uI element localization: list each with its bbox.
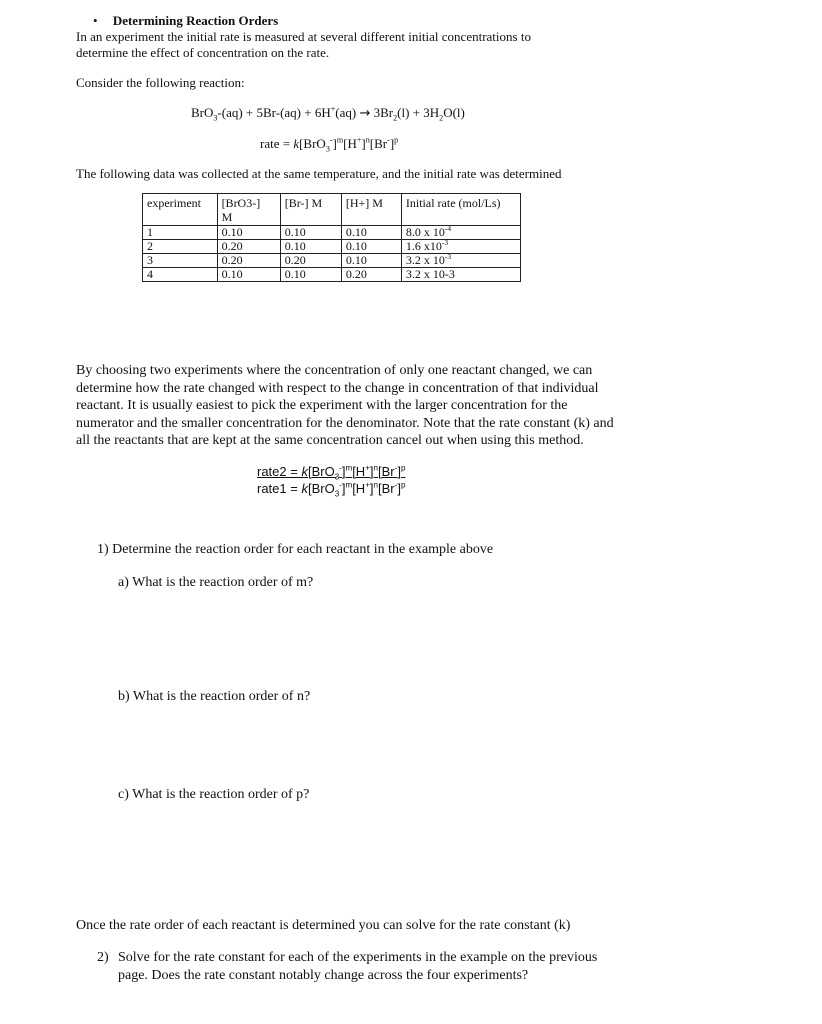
question-2	[118, 949, 597, 984]
data-intro: The following data was collected at the same temperature, and the initial rate was determined	[76, 166, 562, 181]
method-paragraph	[76, 362, 614, 450]
table-row	[143, 254, 521, 268]
superscript: -	[387, 135, 390, 145]
question-2-number: 2)	[97, 950, 109, 965]
method-line: determine how the rate changed with respect to the change in concentration of that individual	[76, 380, 599, 396]
data-table	[142, 193, 521, 282]
question-1a: a) What is the reaction order of m?	[118, 575, 314, 590]
table-row	[143, 268, 521, 282]
question-2-line: page. Does the rate constant notably change across the four experiments?	[118, 967, 529, 983]
reactant-bromate: BrO	[191, 105, 214, 120]
rate-constant: k	[293, 136, 300, 151]
rate-law-term: [H	[343, 136, 357, 151]
rate-law-term: ]	[332, 136, 337, 151]
cell-experiment: 3	[143, 254, 218, 268]
cell-bromate: 0.20	[217, 254, 280, 268]
ratio-denominator: rate1 = $k[BrO_3^-]^m[H^+]^n[Br^-]^p$	[257, 480, 406, 499]
order-p: p	[394, 135, 399, 145]
table-row	[143, 240, 521, 254]
cell-hydrogen: 0.20	[341, 268, 401, 282]
order-m: m	[336, 135, 344, 145]
table-header-row	[143, 194, 521, 226]
cell-rate: 1.6 $x10^{-3}$	[401, 240, 520, 254]
question-1c: c) What is the reaction order of p?	[118, 787, 310, 802]
cell-bromide: 0.10	[280, 240, 341, 254]
product-bromine: 3Br	[370, 105, 394, 120]
reaction-text: (l) + 3H	[397, 105, 440, 120]
subscript: 2	[439, 113, 444, 123]
question-2-line: Solve for the rate constant for each of the experiments in the example on the previous	[118, 950, 598, 965]
reaction-text: (aq)	[335, 105, 360, 120]
cell-bromate: 0.20	[217, 240, 280, 254]
question-1: 1) Determine the reaction order for each reactant in the example above	[97, 542, 494, 557]
product-water: O(l)	[443, 105, 465, 120]
method-line: By choosing two experiments where the concentration of only one reactant changed, we can	[76, 363, 593, 378]
reaction-arrow-icon: →	[359, 106, 371, 121]
header-hydrogen: [H+] M	[341, 194, 401, 226]
rate-law-term: [Br	[369, 136, 388, 151]
superscript: +	[356, 135, 362, 145]
rate-law-prefix: rate =	[260, 136, 294, 151]
consider-text: Consider the following reaction:	[76, 75, 245, 90]
reaction-text: -(aq) + 5Br-(aq) + 6H	[217, 105, 331, 120]
superscript: -	[329, 135, 333, 145]
cell-bromide: 0.20	[280, 254, 341, 268]
header-experiment: experiment	[143, 194, 218, 226]
superscript: +	[330, 104, 336, 114]
section-title: Determining Reaction Orders	[112, 13, 279, 28]
question-1b: b) What is the reaction order of n?	[118, 689, 311, 704]
header-initial-rate: Initial rate (mol/Ls)	[401, 194, 520, 226]
bullet: •	[93, 13, 98, 28]
cell-experiment: 2	[143, 240, 218, 254]
cell-bromide: 0.10	[280, 268, 341, 282]
section-heading	[93, 13, 278, 29]
cell-experiment: 1	[143, 226, 218, 240]
cell-experiment: 4	[143, 268, 218, 282]
cell-bromate: 0.10	[217, 226, 280, 240]
header-bromate: [BrO3-] M	[217, 194, 280, 226]
method-line: numerator and the smaller concentration for the denominator. Note that the rate constant (k) and	[76, 415, 614, 431]
header-bromide: [Br-] M	[280, 194, 341, 226]
method-line: all the reactants that are kept at the same concentration cancel out when using this method.	[76, 433, 584, 448]
cell-rate: 3.2 x 10-3	[401, 268, 520, 282]
rate-law-term: [BrO	[299, 136, 326, 151]
table-row	[143, 226, 521, 240]
rate-law	[260, 136, 398, 152]
rate-constant-intro: Once the rate order of each reactant is determined you can solve for the rate constant (k)	[76, 918, 571, 933]
cell-bromide: 0.10	[280, 226, 341, 240]
cell-hydrogen: 0.10	[341, 240, 401, 254]
cell-rate: 3.2 x $10^{-3}$	[401, 254, 520, 268]
subscript: 3	[213, 113, 218, 123]
cell-rate: 8.0 x $10^{-4}$	[401, 226, 520, 240]
intro-line: In an experiment the initial rate is measured at several different initial concentrations to	[76, 29, 531, 44]
intro-paragraph	[76, 29, 531, 61]
order-n: n	[365, 135, 370, 145]
cell-bromate: 0.10	[217, 268, 280, 282]
reaction-equation	[191, 105, 465, 122]
rate-law-term: ]	[389, 136, 395, 151]
cell-hydrogen: 0.10	[341, 226, 401, 240]
rate-ratio	[257, 463, 405, 497]
rate-law-term: ]	[361, 136, 366, 151]
subscript: 3	[325, 144, 330, 154]
intro-line: determine the effect of concentration on the rate.	[76, 45, 330, 60]
ratio-numerator: rate2 = $k[BrO_3^-]^m[H^+]^n[Br^-]^p$	[257, 463, 406, 482]
method-line: reactant. It is usually easiest to pick the experiment with the larger concentration for the	[76, 398, 568, 413]
cell-hydrogen: 0.10	[341, 254, 401, 268]
subscript: 2	[393, 113, 398, 123]
